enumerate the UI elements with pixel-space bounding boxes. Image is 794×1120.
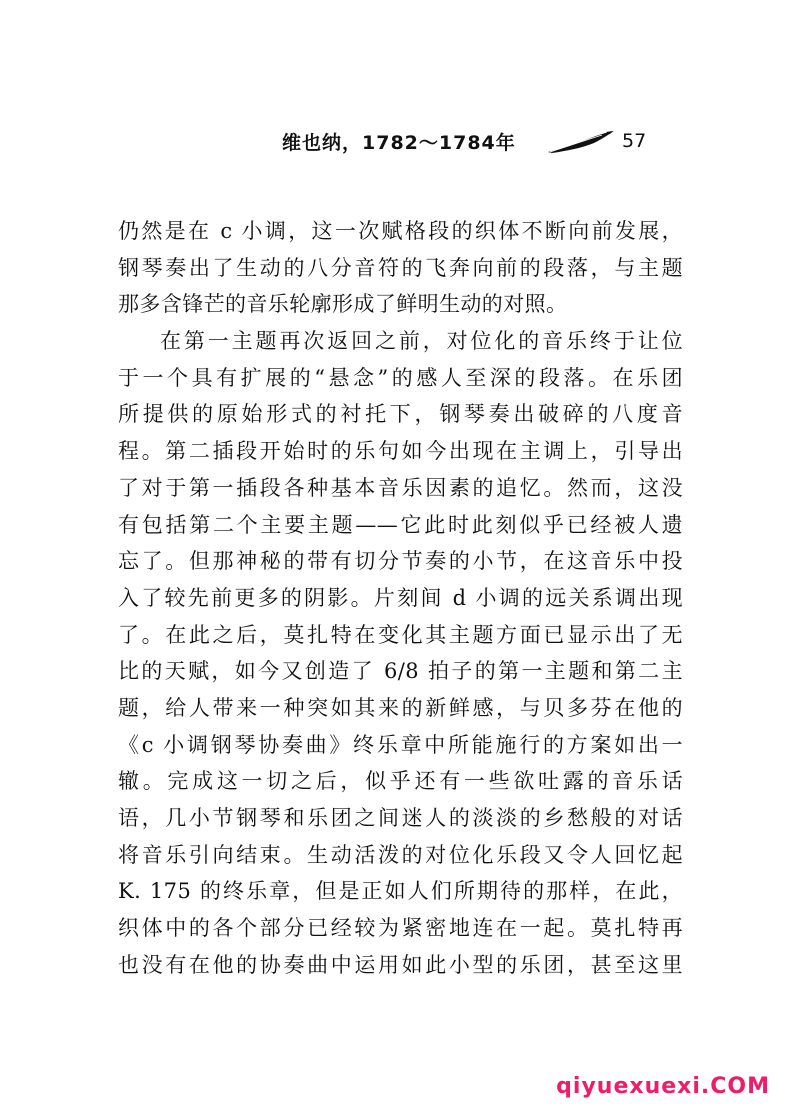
text-line: 有包括第二个主要主题——它此时此刻似乎已经被人遗	[118, 512, 683, 537]
text-line: 织体中的各个部分已经较为紧密地连在一起。莫扎特再	[118, 916, 683, 941]
text-line: 比的天赋，如今又创造了 6/8 拍子的第一主题和第二主	[118, 659, 683, 684]
text-line: 忘了。但那神秘的带有切分节奏的小节，在这音乐中投	[118, 549, 683, 574]
running-header	[282, 126, 662, 160]
text-line: 题，给人带来一种突如其来的新鲜感，与贝多芬在他的	[118, 695, 683, 720]
text-line: 在第一主题再次返回之前，对位化的音乐终于让位	[160, 329, 683, 354]
text-line: 语，几小节钢琴和乐团之间迷人的淡淡的乡愁般的对话	[118, 806, 683, 830]
text-line: 程。第二插段开始时的乐句如今出现在主调上，引导出	[118, 439, 683, 464]
text-line: 了。在此之后，莫扎特在变化其主题方面已显示出了无	[118, 622, 683, 647]
text-line: 也没有在他的协奏曲中运用如此小型的乐团，甚至这里	[118, 952, 683, 977]
text-line: 那多含锋芒的音乐轮廓形成了鲜明生动的对照。	[118, 292, 568, 317]
text-line: 于一个具有扩展的“悬念”的感人至深的段落。在乐团	[118, 365, 683, 390]
watermark: qiyuexuexi.COM	[556, 1074, 770, 1099]
chapter-title: 维也纳，1782～1784年	[282, 132, 516, 154]
text-line: 将音乐引向结束。生动活泼的对位化乐段又令人回忆起	[118, 842, 683, 867]
page-number: 57	[622, 130, 647, 152]
text-line: 所提供的原始形式的衬托下，钢琴奏出破碎的八度音	[118, 402, 683, 427]
text-line: 《c 小调钢琴协奏曲》终乐章中所能施行的方案如出一	[118, 732, 683, 757]
text-line: 入了较先前更多的阴影。片刻间 d 小调的远关系调出现	[118, 585, 683, 610]
text-line: K. 175 的终乐章，但是正如人们所期待的那样，在此，	[118, 879, 683, 904]
text-line: 仍然是在 c 小调，这一次赋格段的织体不断向前发展，	[118, 219, 683, 243]
quill-pen-icon	[546, 130, 616, 156]
text-line: 辙。完成这一切之后，似乎还有一些欲吐露的音乐话	[118, 769, 683, 794]
text-line: 了对于第一插段各种基本音乐因素的追忆。然而，这没	[118, 475, 683, 500]
text-line: 钢琴奏出了生动的八分音符的飞奔向前的段落，与主题	[118, 255, 683, 280]
body-text	[118, 213, 683, 983]
